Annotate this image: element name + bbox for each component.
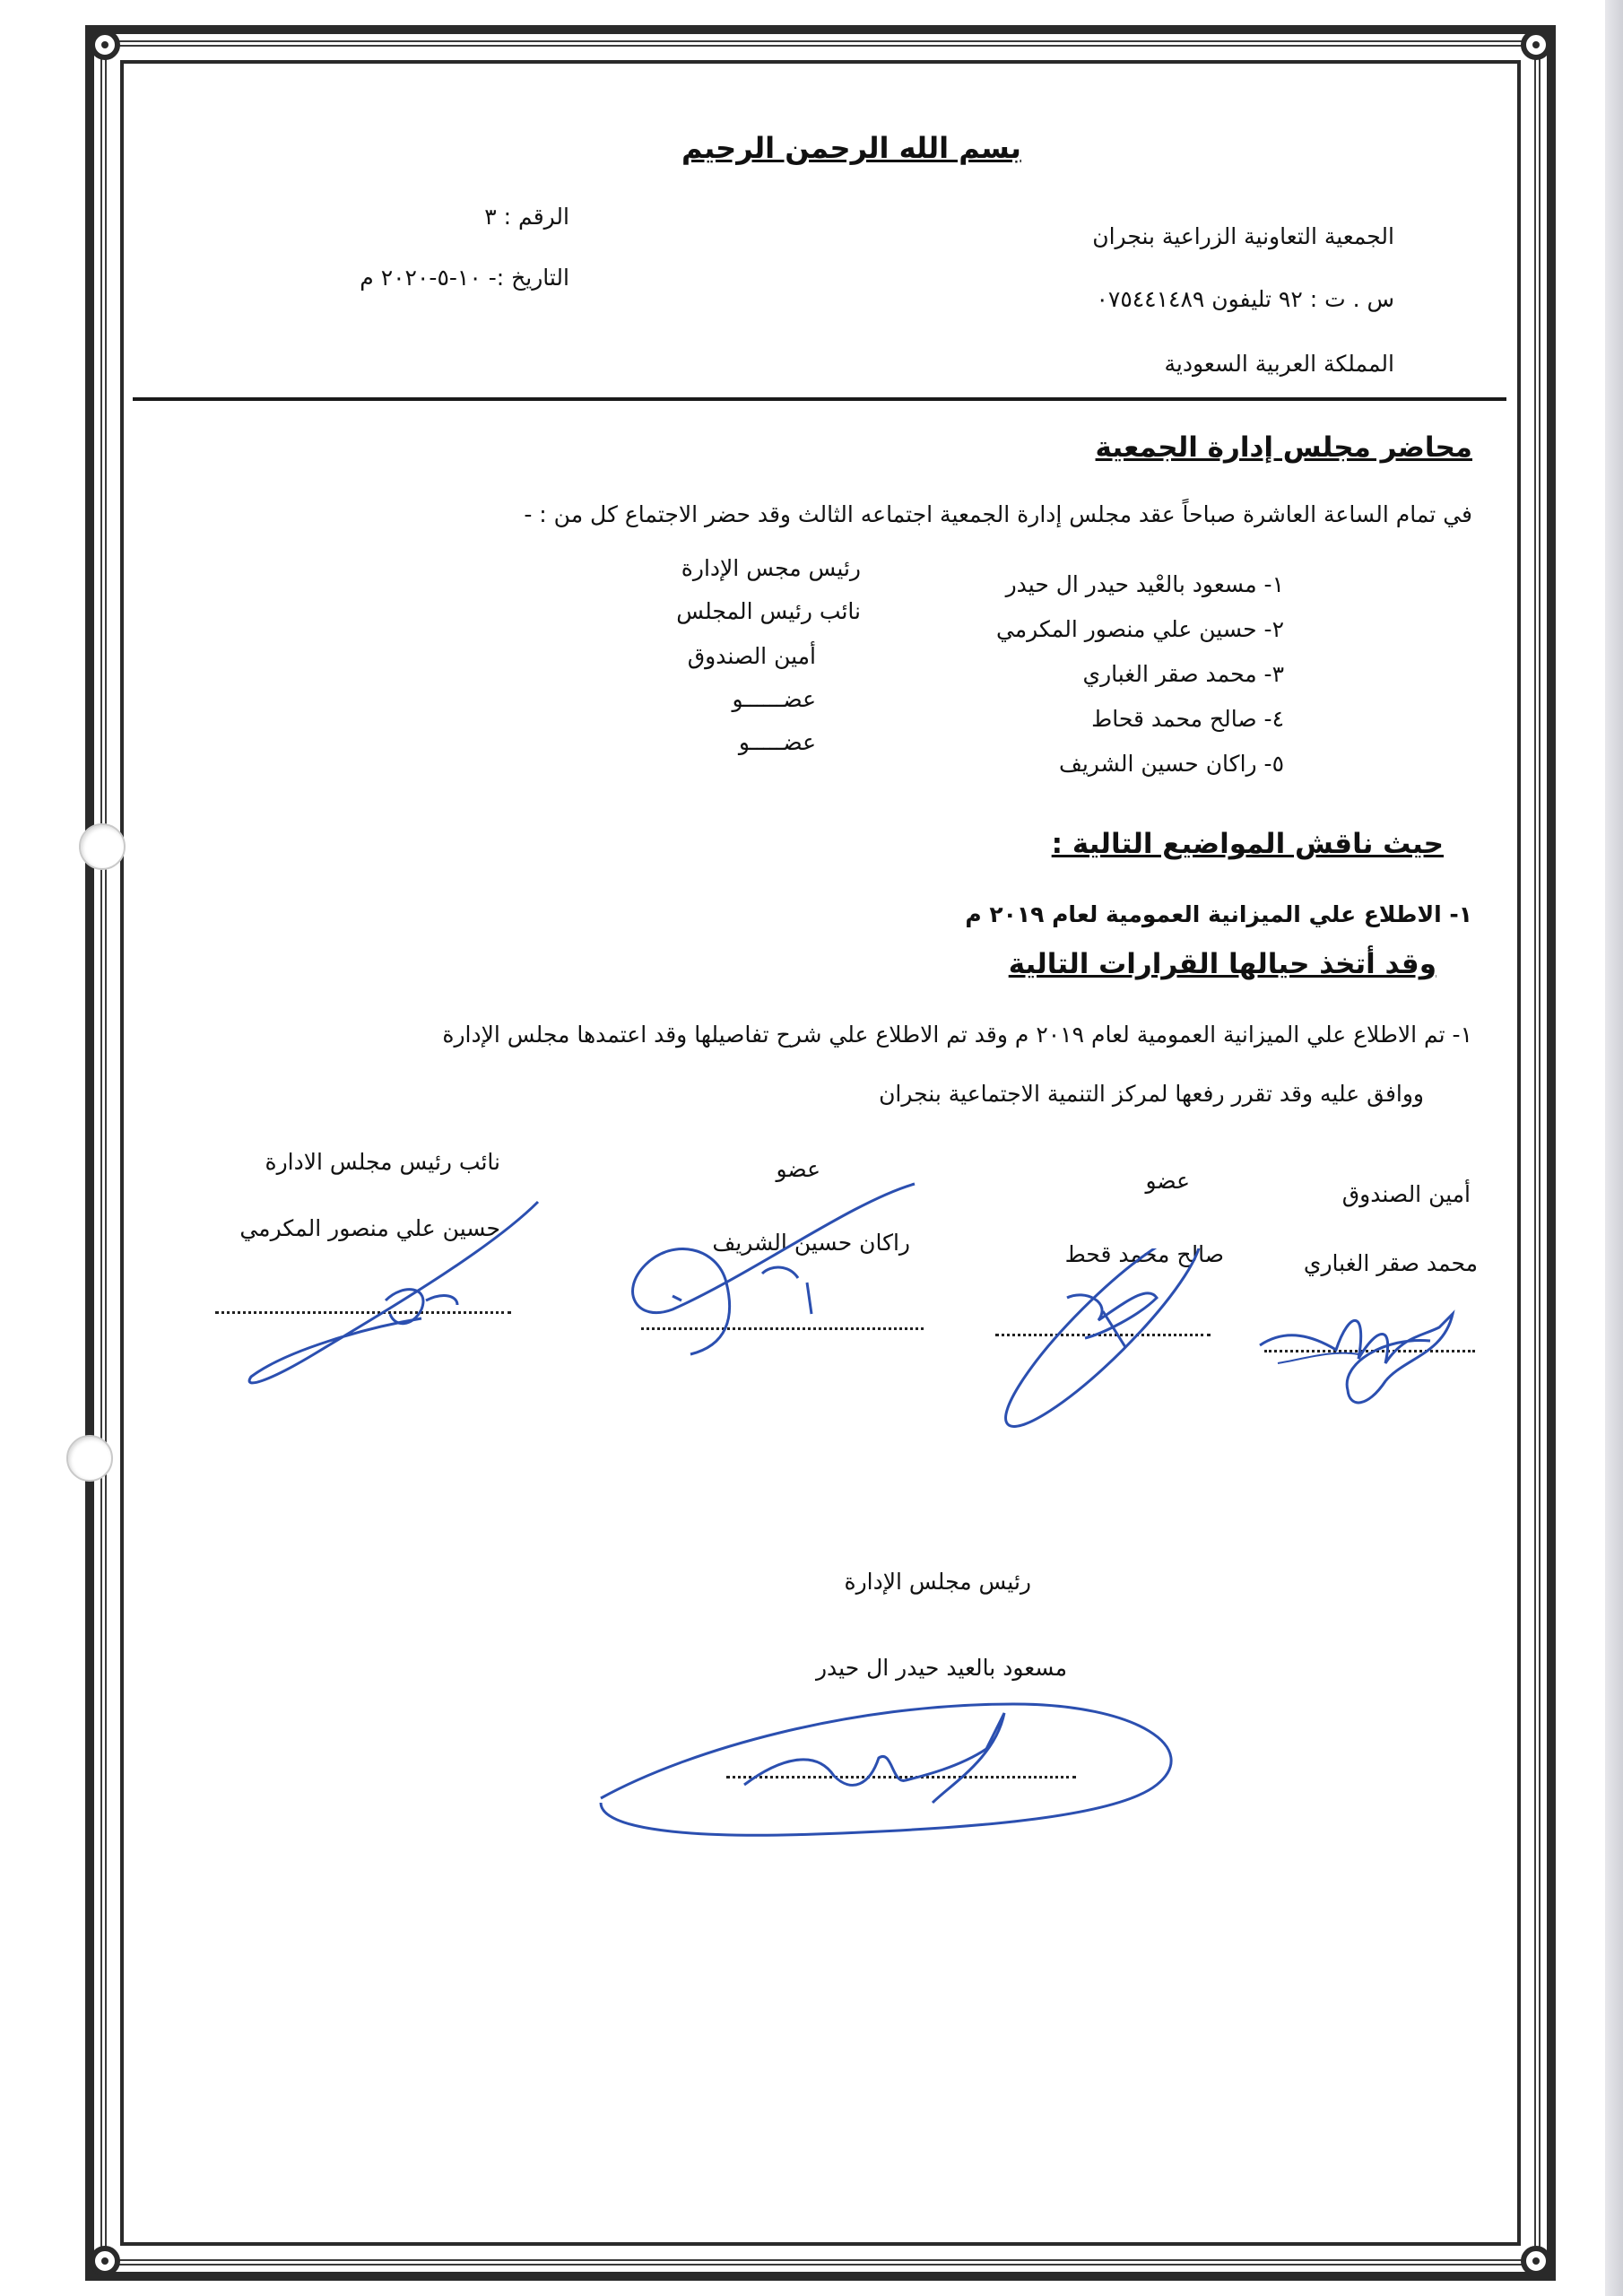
decision-line: ووافق عليه وقد تقرر رفعها لمركز التنمية الاجتماعية بنجران	[879, 1081, 1424, 1107]
signatory-name: راكان حسين الشريف	[712, 1230, 910, 1256]
basmala: بسم الله الرحمن الرحيم	[681, 131, 1021, 165]
attendee-name: ٢- حسين علي منصور المكرمي	[995, 616, 1284, 642]
page-edge-shadow	[1605, 0, 1623, 2296]
corner-ornament-icon	[1521, 2246, 1551, 2276]
punch-hole	[79, 823, 126, 870]
chairman-signature	[583, 1650, 1193, 1866]
attendee-role: عضــــــو	[732, 686, 816, 712]
attendee-role: أمين الصندوق	[687, 643, 816, 669]
member1-signature	[968, 1248, 1237, 1428]
signatory-role: أمين الصندوق	[1341, 1181, 1471, 1207]
attendee-name: ٣- محمد صقر الغباري	[1082, 661, 1284, 687]
signatory-name: صالح محمد قحط	[1064, 1241, 1224, 1267]
vice-chair-signature	[233, 1193, 556, 1399]
signatory-role: نائب رئيس مجلس الادارة	[265, 1149, 500, 1175]
attendee-name: ١- مسعود بالعْيد حيدر ال حيدر	[1005, 571, 1284, 597]
org-name: الجمعية التعاونية الزراعية بنجران	[1092, 223, 1394, 249]
corner-ornament-icon	[90, 2246, 120, 2276]
decisions-title: وقد أتخذ حيالها القرارات التالية	[1008, 948, 1436, 980]
chairman-role: رئيس مجلس الإدارة	[844, 1569, 1031, 1595]
header-divider	[133, 397, 1506, 401]
corner-ornament-icon	[1521, 30, 1551, 60]
minutes-intro: في تمام الساعة العاشرة صباحاً عقد مجلس إدارة الجمعية اجتماعه الثالث وقد حضر الاجتماع كل من : -	[524, 501, 1472, 527]
decision-line: ١- تم الاطلاع علي الميزانية العمومية لعام ٢٠١٩ م وقد تم الاطلاع علي شرح تفاصيلها وقد اعتمدها مجلس الإدارة	[442, 1022, 1472, 1048]
attendee-name: ٥- راكان حسين الشريف	[1058, 751, 1284, 777]
attendee-role: رئيس مجس الإدارة	[681, 555, 861, 581]
topics-title: حيث ناقش المواضيع التالية :	[1051, 828, 1444, 860]
treasurer-signature	[1251, 1274, 1475, 1417]
chairman-name: مسعود بالعيد حيدر ال حيدر	[815, 1655, 1067, 1681]
corner-ornament-icon	[90, 30, 120, 60]
attendee-role: عضـــــو	[738, 729, 816, 755]
signatory-role: عضو	[1145, 1168, 1190, 1194]
po-box-phone: س . ت : ٩٢ تليفون ٠٧٥٤٤١٤٨٩	[1096, 286, 1394, 312]
document-number: الرقم : ٣	[484, 204, 569, 230]
attendee-role: نائب رئيس المجلس	[676, 598, 861, 624]
member2-signature	[619, 1166, 942, 1381]
country: المملكة العربية السعودية	[1164, 351, 1394, 377]
attendee-name: ٤- صالح محمد قحاط	[1091, 706, 1284, 732]
punch-hole	[66, 1435, 113, 1482]
signatory-role: عضو	[776, 1156, 820, 1182]
signatory-name: حسين علي منصور المكرمي	[239, 1215, 500, 1241]
topic-item: ١- الاطلاع علي الميزانية العمومية لعام ٢٠١٩ م	[965, 901, 1472, 927]
document-date: التاريخ :- ١٠-٥-٢٠٢٠ م	[360, 265, 569, 291]
signatory-name: محمد صقر الغباري	[1303, 1250, 1478, 1276]
minutes-title: محاضر مجلس إدارة الجمعية	[1095, 431, 1472, 464]
